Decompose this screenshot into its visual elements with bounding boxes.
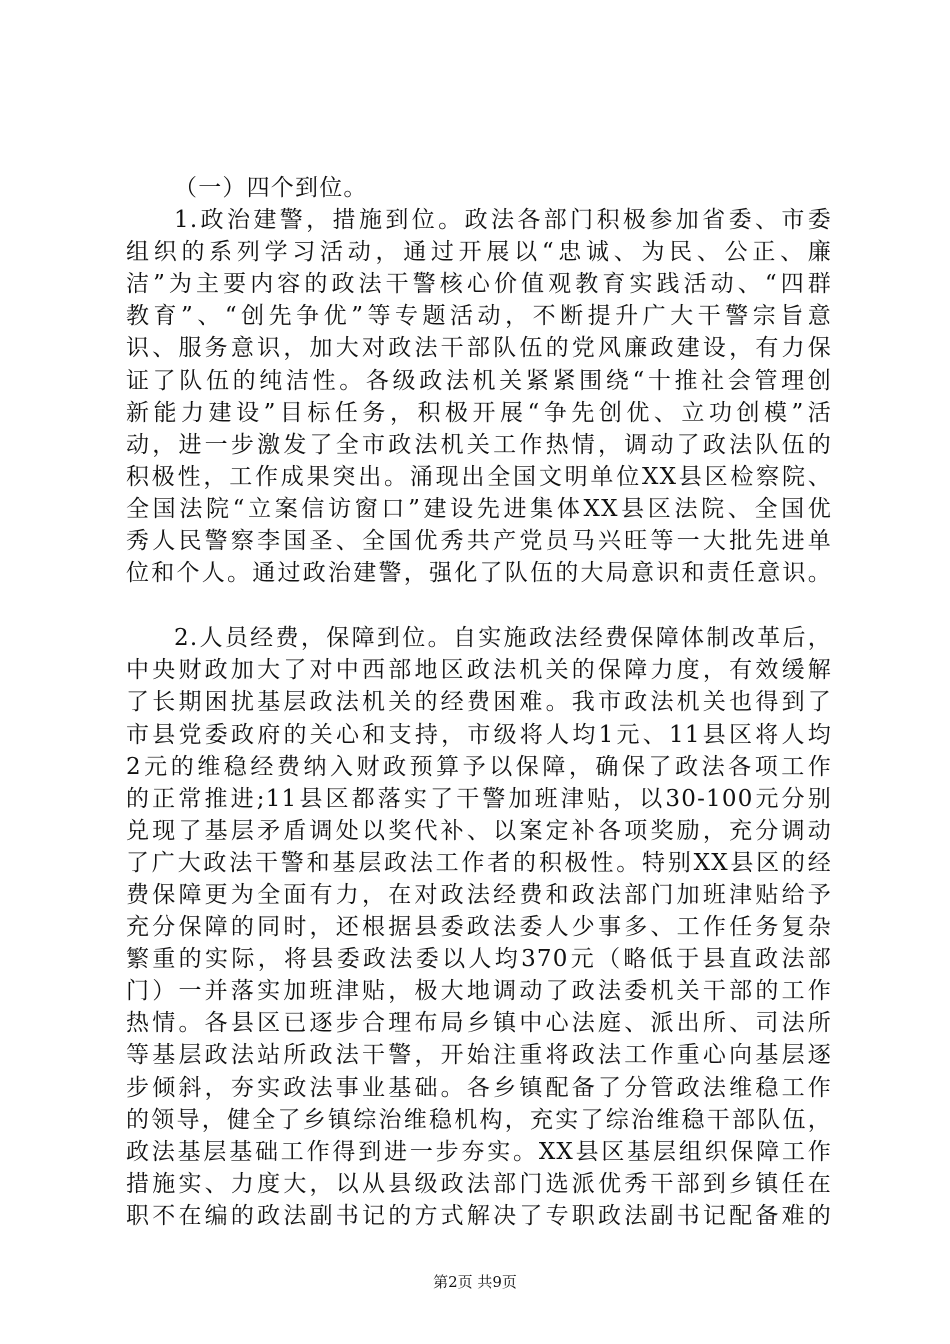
paragraph-line: 新能力建设”目标任务，积极开展“争先创优、立功创模”活 <box>126 399 832 426</box>
document-body <box>126 172 832 1232</box>
paragraph-line: 等基层政法站所政法干警，开始注重将政法工作重心向基层逐 <box>126 1042 832 1069</box>
paragraph-line: 1.政治建警，措施到位。政法各部门积极参加省委、市委 <box>174 207 832 234</box>
paragraph-line: 市县党委政府的关心和支持，市级将人均1元、11县区将人均 <box>126 721 832 748</box>
paragraph-line: 职不在编的政法副书记的方式解决了专职政法副书记配备难的 <box>126 1202 832 1229</box>
paragraph-line: 积极性，工作成果突出。涌现出全国文明单位XX县区检察院、 <box>126 463 832 490</box>
paragraph-line: 2元的维稳经费纳入财政预算予以保障，确保了政法各项工作 <box>126 753 832 780</box>
paragraph-line: 教育”、“创先争优”等专题活动，不断提升广大干警宗旨意 <box>126 303 832 330</box>
paragraph-line: 措施实、力度大，以从县级政法部门选派优秀干部到乡镇任在 <box>126 1170 832 1197</box>
paragraph-line: 繁重的实际，将县委政法委以人均370元（略低于县直政法部 <box>126 946 832 973</box>
paragraph-line: 识、服务意识，加大对政法干部队伍的党风廉政建设，有力保 <box>126 335 832 362</box>
paragraph-line: 的正常推进;11县区都落实了干警加班津贴，以30-100元分别 <box>126 785 832 812</box>
paragraph-line: 全国法院“立案信访窗口”建设先进集体XX县区法院、全国优 <box>126 495 832 522</box>
paragraph-line: 了长期困扰基层政法机关的经费困难。我市政法机关也得到了 <box>126 689 832 716</box>
paragraph-line: 组织的系列学习活动，通过开展以“忠诚、为民、公正、廉 <box>126 239 832 266</box>
paragraph-line: 热情。各县区已逐步合理布局乡镇中心法庭、派出所、司法所 <box>126 1010 832 1037</box>
page-number-footer: 第2页 共9页 <box>433 1273 517 1291</box>
paragraph-spacer <box>126 589 832 622</box>
paragraph-line: 步倾斜，夯实政法事业基础。各乡镇配备了分管政法维稳工作 <box>126 1074 832 1101</box>
paragraph-line: 2.人员经费，保障到位。自实施政法经费保障体制改革后， <box>174 625 832 652</box>
paragraph-2 <box>126 622 832 1232</box>
paragraph-line: 费保障更为全面有力，在对政法经费和政法部门加班津贴给予 <box>126 881 832 908</box>
paragraph-line: 位和个人。通过政治建警，强化了队伍的大局意识和责任意识。 <box>126 560 832 587</box>
paragraph-line: 秀人民警察李国圣、全国优秀共产党员马兴旺等一大批先进单 <box>126 528 832 555</box>
paragraph-1 <box>126 204 832 589</box>
paragraph-line: 中央财政加大了对中西部地区政法机关的保障力度，有效缓解 <box>126 657 832 684</box>
paragraph-line: 了广大政法干警和基层政法工作者的积极性。特别XX县区的经 <box>126 849 832 876</box>
paragraph-line: 动，进一步激发了全市政法机关工作热情，调动了政法队伍的 <box>126 431 832 458</box>
paragraph-line: 兑现了基层矛盾调处以奖代补、以案定补各项奖励，充分调动 <box>126 817 832 844</box>
paragraph-line: 充分保障的同时，还根据县委政法委人少事多、工作任务复杂 <box>126 914 832 941</box>
paragraph-line: 洁”为主要内容的政法干警核心价值观教育实践活动、“四群 <box>126 271 832 298</box>
section-heading: （一）四个到位。 <box>174 175 368 201</box>
paragraph-line: 的领导，健全了乡镇综治维稳机构，充实了综治维稳干部队伍， <box>126 1106 832 1133</box>
paragraph-line: 证了队伍的纯洁性。各级政法机关紧紧围绕“十推社会管理创 <box>126 367 832 394</box>
paragraph-line: 门）一并落实加班津贴，极大地调动了政法委机关干部的工作 <box>126 978 832 1005</box>
paragraph-line: 政法基层基础工作得到进一步夯实。XX县区基层组织保障工作 <box>126 1138 832 1165</box>
